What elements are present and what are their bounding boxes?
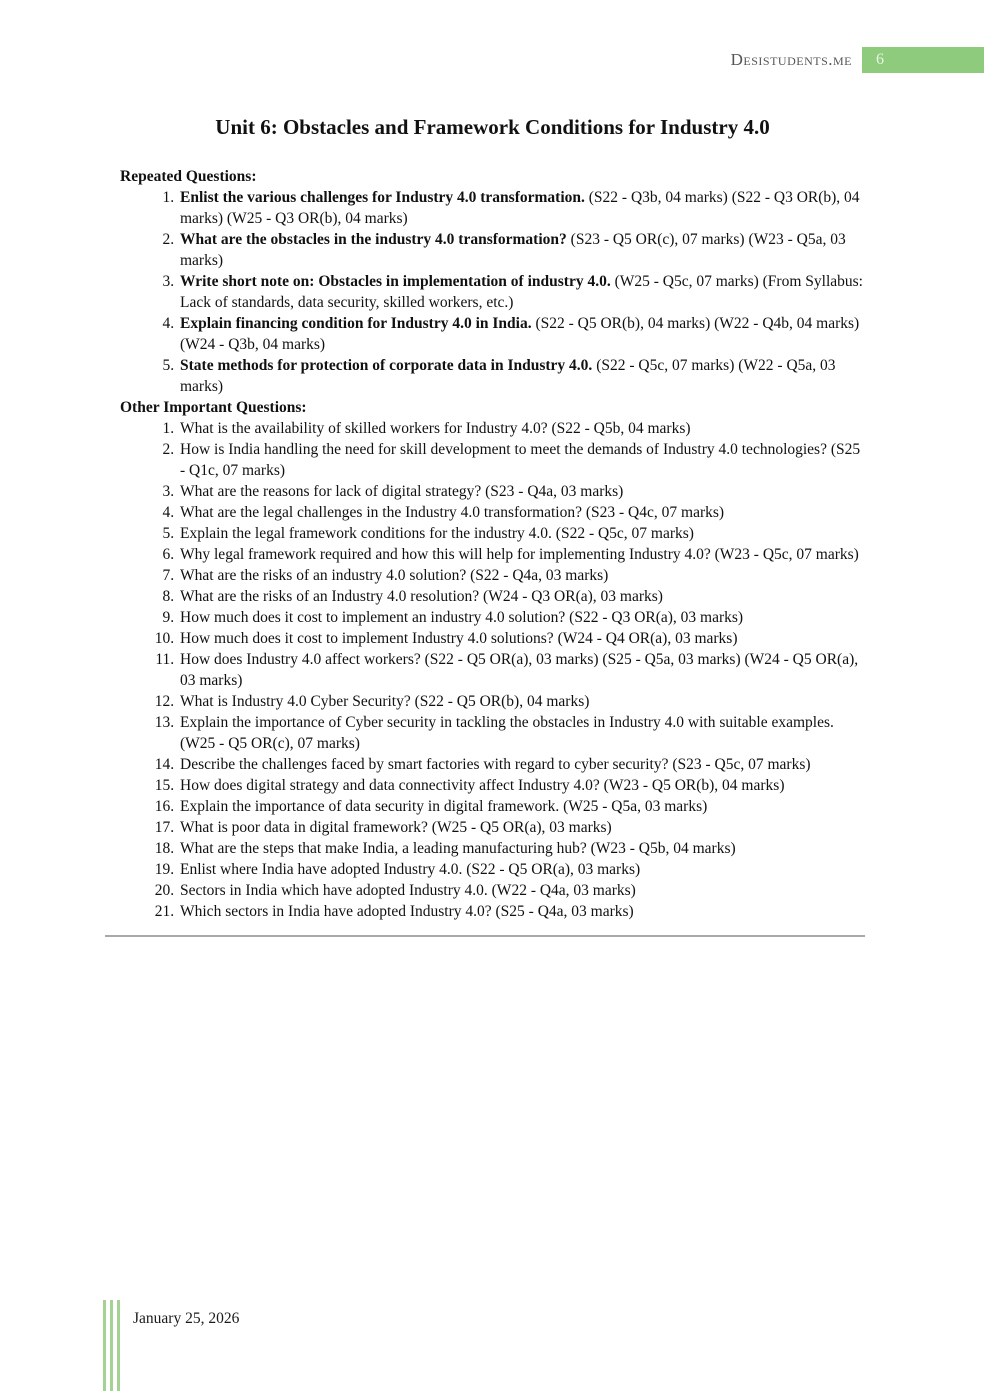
section-divider: [105, 935, 865, 937]
question-marks-info: What are the risks of an Industry 4.0 resolution? (W24 - Q3 OR(a), 03 marks): [180, 588, 663, 605]
question-item: [178, 796, 865, 817]
question-marks-info: Explain the legal framework conditions for the industry 4.0. (S22 - Q5c, 07 marks): [180, 525, 694, 542]
question-marks-info: Explain the importance of Cyber security in tackling the obstacles in Industry 4.0 with suitable examples. (W25 - Q5 OR(c), 07 marks): [180, 714, 834, 752]
footer-green-line: [117, 1300, 120, 1391]
question-marks-info: (S23 - Q5 OR(c), 07 marks) (W23 - Q5a, 03 marks): [180, 231, 846, 269]
page-title: Unit 6: Obstacles and Framework Conditions for Industry 4.0: [215, 115, 770, 139]
section-heading: Repeated Questions:: [120, 168, 257, 185]
question-sections: [120, 166, 865, 922]
question-text-bold: State methods for protection of corporate data in Industry 4.0.: [180, 357, 593, 374]
question-item: [178, 271, 865, 313]
question-item: [178, 880, 865, 901]
question-item: [178, 586, 865, 607]
question-marks-info: Describe the challenges faced by smart factories with regard to cyber security? (S23 - Q5c, 07 marks): [180, 756, 811, 773]
footer-decoration-lines: [103, 1300, 120, 1391]
question-item: [178, 502, 865, 523]
question-marks-info: Why legal framework required and how this will help for implementing Industry 4.0? (W23 - Q5c, 07 marks): [180, 546, 859, 563]
question-item: [178, 712, 865, 754]
question-item: [178, 691, 865, 712]
question-marks-info: How much does it cost to implement an industry 4.0 solution? (S22 - Q3 OR(a), 03 marks): [180, 609, 744, 626]
question-marks-info: What are the steps that make India, a leading manufacturing hub? (W23 - Q5b, 04 marks): [180, 840, 736, 857]
question-item: [178, 544, 865, 565]
question-item: [178, 817, 865, 838]
question-marks-info: (S22 - Q5 OR(b), 04 marks) (W22 - Q4b, 04 marks) (W24 - Q3b, 04 marks): [180, 315, 860, 353]
question-text-bold: Explain financing condition for Industry 4.0 in India.: [180, 315, 532, 332]
question-marks-info: What is Industry 4.0 Cyber Security? (S22 - Q5 OR(b), 04 marks): [180, 693, 590, 710]
section-heading: Other Important Questions:: [120, 399, 307, 416]
question-item: [178, 439, 865, 481]
page-number-badge: [862, 47, 984, 73]
footer-green-line: [103, 1300, 106, 1391]
question-list: [120, 418, 865, 922]
question-marks-info: How much does it cost to implement Industry 4.0 solutions? (W24 - Q4 OR(a), 03 marks): [180, 630, 738, 647]
question-text-bold: Write short note on: Obstacles in implementation of industry 4.0.: [180, 273, 611, 290]
question-marks-info: Explain the importance of data security in digital framework. (W25 - Q5a, 03 marks): [180, 798, 708, 815]
question-marks-info: (W25 - Q5c, 07 marks) (From Syllabus: Lack of standards, data security, skilled workers, etc.): [180, 273, 863, 311]
question-marks-info: What is poor data in digital framework? (W25 - Q5 OR(a), 03 marks): [180, 819, 612, 836]
question-list: [120, 187, 865, 397]
footer-date: January 25, 2026: [133, 1310, 240, 1327]
footer-green-line: [110, 1300, 113, 1391]
question-item: [178, 565, 865, 586]
question-marks-info: Sectors in India which have adopted Industry 4.0. (W22 - Q4a, 03 marks): [180, 882, 636, 899]
question-marks-info: (S22 - Q3b, 04 marks) (S22 - Q3 OR(b), 04 marks) (W25 - Q3 OR(b), 04 marks): [180, 189, 860, 227]
question-marks-info: How is India handling the need for skill development to meet the demands of Industry 4.0 technologies? (S25 - Q1c, 07 marks): [180, 441, 861, 479]
question-marks-info: How does Industry 4.0 affect workers? (S22 - Q5 OR(a), 03 marks) (S25 - Q5a, 03 marks) (W24 - Q5 OR(a), 03 marks): [180, 651, 859, 689]
question-marks-info: What are the legal challenges in the Industry 4.0 transformation? (S23 - Q4c, 07 marks): [180, 504, 725, 521]
question-item: [178, 523, 865, 544]
question-item: [178, 859, 865, 880]
site-name: Desistudents.me: [730, 50, 852, 69]
question-item: [178, 313, 865, 355]
question-item: [178, 187, 865, 229]
page-header: [731, 47, 984, 73]
question-marks-info: What are the reasons for lack of digital strategy? (S23 - Q4a, 03 marks): [180, 483, 624, 500]
question-item: [178, 607, 865, 628]
question-item: [178, 628, 865, 649]
question-marks-info: Which sectors in India have adopted Industry 4.0? (S25 - Q4a, 03 marks): [180, 903, 634, 920]
question-marks-info: Enlist where India have adopted Industry 4.0. (S22 - Q5 OR(a), 03 marks): [180, 861, 641, 878]
question-item: [178, 481, 865, 502]
question-item: [178, 229, 865, 271]
question-item: [178, 754, 865, 775]
question-item: [178, 838, 865, 859]
question-item: [178, 775, 865, 796]
page-number: 6: [876, 51, 884, 68]
question-marks-info: What are the risks of an industry 4.0 solution? (S22 - Q4a, 03 marks): [180, 567, 609, 584]
question-item: [178, 418, 865, 439]
question-text-bold: Enlist the various challenges for Industry 4.0 transformation.: [180, 189, 585, 206]
question-item: [178, 649, 865, 691]
question-marks-info: What is the availability of skilled workers for Industry 4.0? (S22 - Q5b, 04 marks): [180, 420, 691, 437]
question-item: [178, 355, 865, 397]
question-text-bold: What are the obstacles in the industry 4.0 transformation?: [180, 231, 567, 248]
question-marks-info: (S22 - Q5c, 07 marks) (W22 - Q5a, 03 marks): [180, 357, 836, 395]
question-item: [178, 901, 865, 922]
question-marks-info: How does digital strategy and data connectivity affect Industry 4.0? (W23 - Q5 OR(b), 04 marks): [180, 777, 785, 794]
